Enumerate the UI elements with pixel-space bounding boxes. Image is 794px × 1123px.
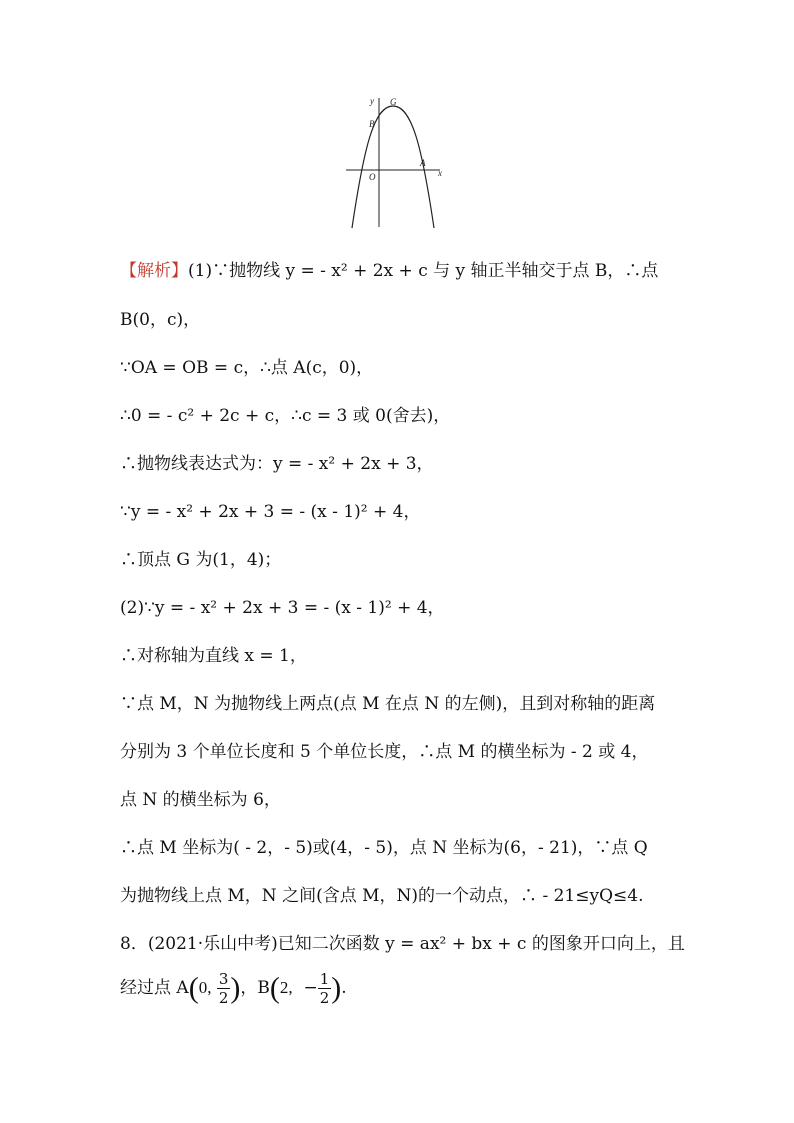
origin-label-o: O: [369, 172, 376, 182]
question-8-line-2: 经过点 A(0, $\frac{3}{2}$ )，B(2, − $\frac{1}{2}$ ).: [120, 970, 347, 1007]
fraction-numerator: 1: [319, 970, 330, 988]
point-b-x: 2,: [279, 978, 293, 997]
solution-line-5: ∴抛物线表达式为：y = - x² + 2x + 3，: [120, 454, 434, 474]
point-a-fraction: [217, 970, 231, 1007]
solution-line-14: 为抛物线上点 M，N 之间(含点 M，N)的一个动点，∴ - 21≤yQ≤4.: [120, 886, 644, 906]
solution-line-6: ∵y = - x² + 2x + 3 = - (x - 1)² + 4，: [120, 502, 421, 522]
point-a-x: 0,: [198, 978, 212, 997]
analysis-tag: 【解析】: [120, 261, 188, 281]
fraction-numerator: 3: [218, 970, 229, 988]
line-middle: ，B: [240, 978, 270, 998]
line-prefix: 经过点 A: [120, 978, 189, 998]
solution-line-13: ∴点 M 坐标为( - 2，- 5)或(4，- 5)，点 N 坐标为(6，- 21)，∵点 Q: [120, 838, 648, 858]
point-label-b: B: [369, 119, 375, 129]
solution-line-7: ∴顶点 G 为(1，4)；: [120, 550, 282, 570]
solution-line-4: ∴0 = - c² + 2c + c，∴c = 3 或 0(舍去)，: [120, 406, 451, 426]
minus-sign: −: [303, 978, 318, 998]
solution-line-10: ∵点 M，N 为抛物线上两点(点 M 在点 N 的左侧)，且到对称轴的距离: [120, 694, 656, 714]
solution-line-9: ∴对称轴为直线 x = 1，: [120, 646, 307, 666]
x-axis-label: x: [438, 168, 442, 178]
point-b-fraction: [318, 970, 332, 1007]
point-label-a: A: [420, 158, 426, 168]
parabola-graph: [340, 92, 452, 232]
solution-line-2: B(0，c)，: [120, 310, 201, 330]
solution-line-3: ∵OA = OB = c，∴点 A(c，0)，: [120, 358, 374, 378]
parabola-figure: [340, 92, 452, 232]
fraction-denominator: 2: [319, 989, 330, 1007]
solution-line-8: (2)∵y = - x² + 2x + 3 = - (x - 1)² + 4，: [120, 598, 445, 618]
fraction-denominator: 2: [218, 989, 229, 1007]
y-axis-label: y: [370, 96, 374, 106]
solution-line-11: 分别为 3 个单位长度和 5 个单位长度，∴点 M 的横坐标为 - 2 或 4，: [120, 742, 649, 762]
line-text: (1)∵抛物线 y = - x² + 2x + c 与 y 轴正半轴交于点 B，∴点: [188, 261, 659, 281]
solution-line-1: [120, 256, 658, 281]
vertex-label-g: G: [390, 97, 397, 107]
line-end: .: [341, 978, 347, 998]
solution-line-12: 点 N 的横坐标为 6，: [120, 790, 281, 810]
question-8-line-1: 8．(2021·乐山中考)已知二次函数 y = ax² + bx + c 的图象开口向上，且: [120, 934, 685, 954]
